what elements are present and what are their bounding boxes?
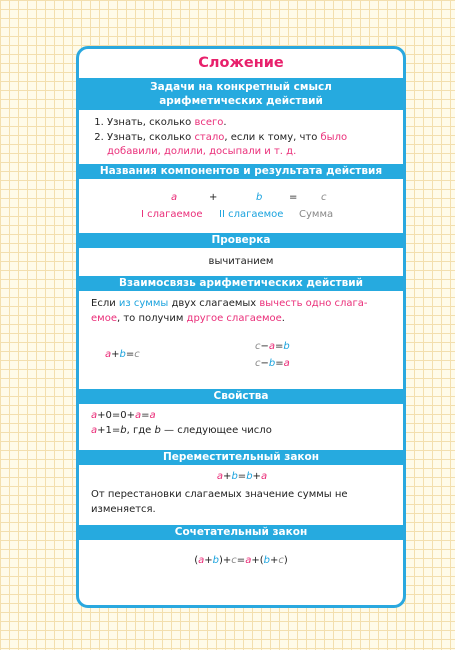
relation-heading: Взаимосвязь арифметических действий [79,276,403,291]
relation-text: Если из суммы двух слагаемых вычесть одно слага- емое, то получим другое слагаемое. [91,298,368,324]
second-addend-label: II слагаемое [219,209,284,220]
relation-formula-sum: a+b=c [105,349,140,360]
term-c: c [321,192,327,203]
properties-section [79,404,403,450]
components-equation [79,190,403,208]
associative-formula: (a+b)+c=a+(b+c) [194,555,288,566]
plus-sign: + [209,192,218,203]
list-item: 2. Узнать, сколько стало, если к тому, что было добавили, долили, досыпали и т. д. [107,131,403,160]
associative-section [79,540,403,582]
check-section [79,248,403,276]
tasks-list [79,116,403,160]
commutative-text: От перестановки слагаемых значение суммы не изменяется. [91,489,348,515]
commutative-section [79,465,403,525]
page-title: Сложение [198,55,284,71]
relation-formula-diff-2: c−b=a [255,358,290,369]
tasks-heading [79,78,403,110]
check-heading: Проверка [79,233,403,248]
components-section [79,179,403,233]
commutative-formula: a+b=b+a [216,471,268,482]
equals-sign: = [289,192,298,203]
lesson-card [76,46,406,608]
check-text: вычитанием [208,256,274,267]
first-addend-label: I слагаемое [141,209,203,220]
associative-heading: Сочетательный закон [79,525,403,540]
commutative-heading: Переместительный закон [79,450,403,465]
tasks-heading-line1: Задачи на конкретный смысл [150,81,332,93]
property-zero: a+0=0+a=a [91,410,156,421]
list-item: 1. Узнать, сколько всего. [107,116,403,131]
sum-label: Сумма [299,209,334,220]
tasks-heading-line2: арифметических действий [159,95,323,107]
properties-heading: Свойства [79,389,403,404]
property-next-number: a+1=b, где b — следующее число [91,424,272,436]
term-b: b [256,192,263,203]
components-names [79,208,403,224]
relation-section [79,291,403,389]
components-heading: Названия компонентов и результата действия [79,164,403,179]
term-a: a [171,192,178,203]
relation-formula-diff-1: c−a=b [255,341,290,352]
tasks-section [79,110,403,164]
